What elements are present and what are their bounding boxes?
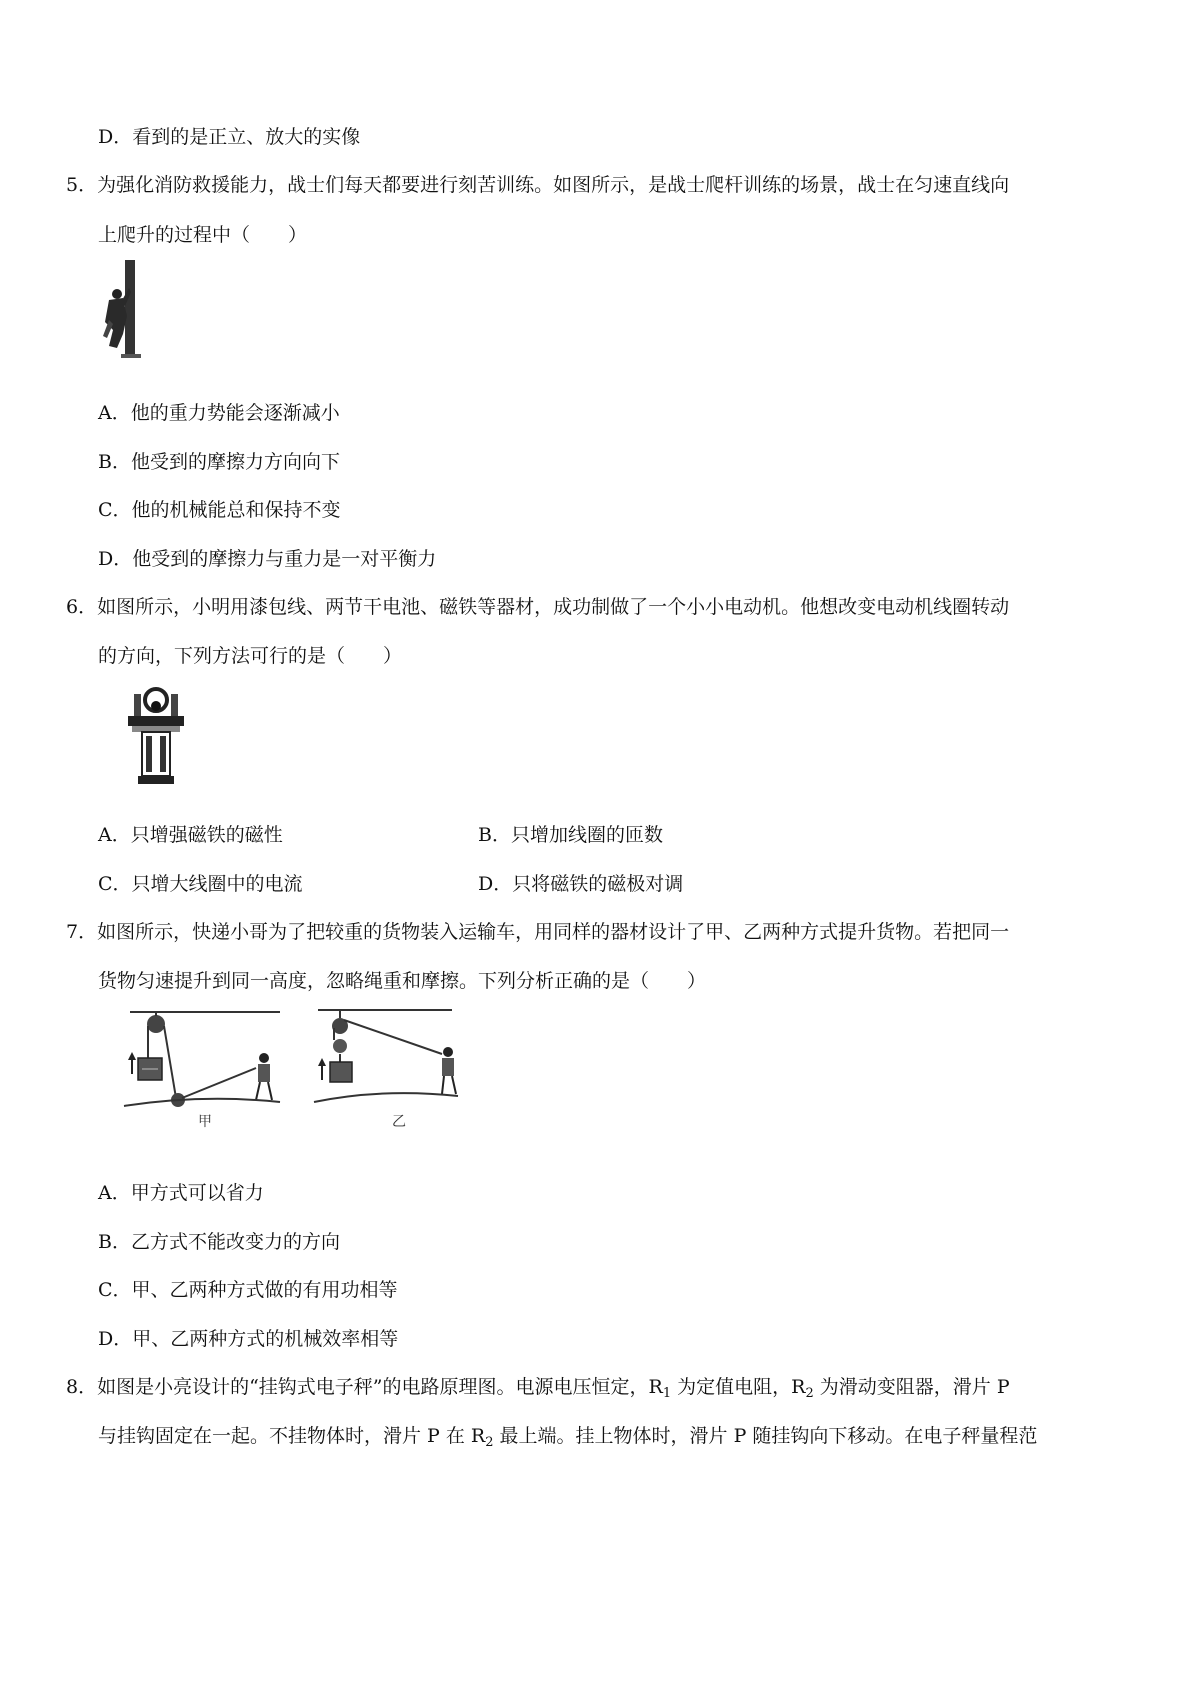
q5-pole-climb-figure [95,258,155,360]
q7-option-a: A．甲方式可以省力 [98,1182,264,1204]
q7-option-c: C．甲、乙两种方式做的有用功相等 [98,1279,398,1301]
q7-stem-line1: 7．如图所示，快递小哥为了把较重的货物装入运输车，用同样的器材设计了甲、乙两种方式提升货物。若把同一 [66,921,1010,943]
q6-stem-line1: 6．如图所示，小明用漆包线、两节干电池、磁铁等器材，成功制做了一个小小电动机。他想改变电动机线圈转动 [66,596,1010,618]
q7-figure-yi [314,1010,458,1102]
q5-option-c: C．他的机械能总和保持不变 [98,499,341,521]
q6-motor-figure [120,680,192,788]
q7-figure-label-yi: 乙 [392,1114,406,1130]
q5-stem-line1: 5．为强化消防救援能力，战士们每天都要进行刻苦训练。如图所示，是战士爬杆训练的场景，战士在匀速直线向 [66,174,1010,196]
q7-option-d: D．甲、乙两种方式的机械效率相等 [98,1328,399,1350]
q7-stem-line2: 货物匀速提升到同一高度，忽略绳重和摩擦。下列分析正确的是（ ） [98,970,707,992]
q7-option-b: B．乙方式不能改变力的方向 [98,1231,340,1253]
q5-option-d: D．他受到的摩擦力与重力是一对平衡力 [98,548,437,570]
q8-stem-line1: 8．如图是小亮设计的“挂钩式电子秤”的电路原理图。电源电压恒定，$R_1$ 为定值电阻，$R_2$ 为滑动变阻器，滑片 P [66,1376,1010,1401]
q7-figure-jia [124,1012,280,1107]
q6-option-d: D．只将磁铁的磁极对调 [478,873,684,895]
q4-option-d: D．看到的是正立、放大的实像 [98,126,361,148]
q6-option-c: C．只增大线圈中的电流 [98,873,303,895]
q6-stem-line2: 的方向，下列方法可行的是（ ） [98,645,403,667]
q7-pulley-figure [112,1002,472,1142]
q6-option-b: B．只增加线圈的匝数 [478,824,663,846]
q5-option-a: A．他的重力势能会逐渐减小 [98,402,340,424]
q5-stem-line2: 上爬升的过程中（ ） [98,224,308,246]
q5-option-b: B．他受到的摩擦力方向向下 [98,451,340,473]
q8-stem-line2: 与挂钩固定在一起。不挂物体时，滑片 P 在 $R_2$ 最上端。挂上物体时，滑片 P 随挂钩向下移动。在电子秤量程范 [98,1425,1038,1450]
q7-figure-label-jia: 甲 [198,1114,212,1130]
q6-option-a: A．只增强磁铁的磁性 [98,824,283,846]
